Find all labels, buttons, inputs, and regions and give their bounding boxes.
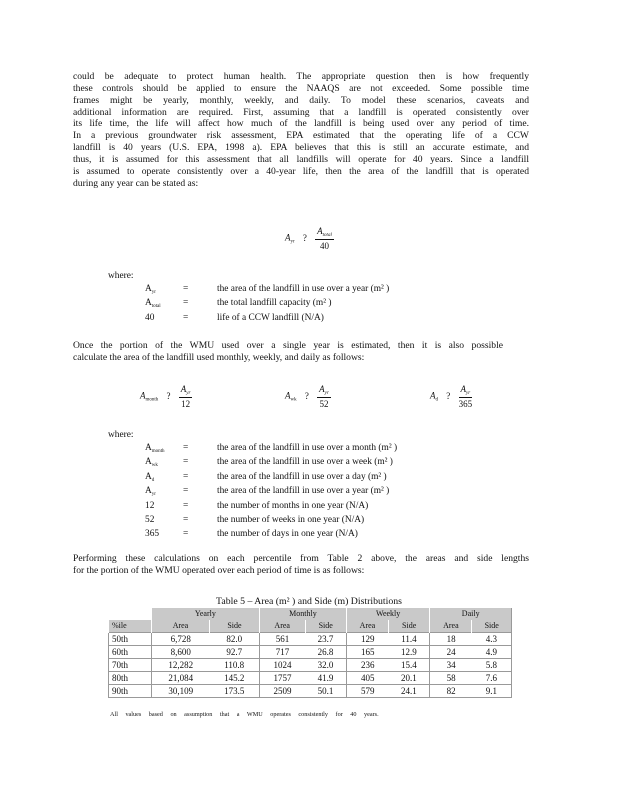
definitions-periods [145, 443, 397, 544]
text-line: Performing these calculations on each percentile from Table 2 above, the areas and side lengths [73, 553, 529, 564]
table-caption: Table 5 – Area (m² ) and Side (m) Distributions [216, 596, 402, 607]
definition-row: $A_d$ = the area of the landfill in use over a day (m² ) [145, 471, 387, 483]
text-line: thus, it is assumed for this assessment that all landfills will operate for 40 years. Since a landfill [73, 153, 529, 165]
fraction: $\frac{A_{yr}}{12}$ [180, 384, 191, 409]
group-yearly: Yearly [151, 608, 259, 620]
group-weekly: Weekly [346, 608, 429, 620]
column-header: Side [472, 620, 512, 633]
where-label: where: [108, 430, 134, 440]
equation-monthly-area: $A_{month}$ ? $\frac{A_{yr}}{12}$ [140, 384, 191, 409]
column-header: Side [305, 620, 346, 633]
column-header: Area [346, 620, 388, 633]
paragraph-results [73, 553, 529, 577]
table-row: 60th 8,600 92.7 717 26.8 165 12.9 24 4.9 [109, 646, 512, 659]
column-header: Side [210, 620, 260, 633]
where-label: where: [108, 271, 134, 281]
column-header: Side [388, 620, 429, 633]
text-line: during any year can be stated as: [73, 177, 199, 189]
text-line: its life time, the life will affect how much of the landfill is being used over any period of time. [73, 118, 529, 130]
table-row: 90th 30,109 173.5 2509 50.1 579 24.1 82 9.1 [109, 685, 512, 698]
table-row: 50th 6,728 82.0 561 23.7 129 11.4 18 4.3 [109, 633, 512, 646]
equation-yearly-area: $A_{yr}$ ? $\frac{A_{total}}{40}$ [285, 226, 332, 251]
paragraph-portion [73, 340, 503, 364]
equation-daily-area: $A_d$ ? $\frac{A_{yr}}{365}$ [430, 384, 473, 409]
percentile-header: %ile [109, 620, 152, 633]
paragraph-intro [73, 71, 529, 189]
definitions-yearly [145, 284, 389, 327]
text-line: these controls should be applied to ensure the NAAQS are not exceeded. Some possible time [73, 82, 529, 94]
definition-row: $A_{yr}$ = the area of the landfill in use over a year (m² ) [145, 486, 390, 498]
definition-row: 12 = the number of months in one year (N/A) [145, 500, 369, 511]
definition-row: $A_{month}$ = the area of the landfill in use over a month (m² ) [145, 443, 398, 454]
text-line: could be adequate to protect human health. The appropriate question then is how frequently [73, 71, 529, 82]
fraction: $\frac{A_{yr}}{365}$ [458, 384, 473, 409]
fraction: $\frac{A_{total}}{40}$ [317, 226, 332, 251]
definition-row: 365 = the number of days in one year (N/A) [145, 529, 358, 540]
column-header: Area [259, 620, 305, 633]
text-line: landfill is 40 years (U.S. EPA, 1998 a). EPA believes that this is still an accurate estimate, and [73, 142, 529, 154]
table-row: 80th 21,084 145.2 1757 41.9 405 20.1 58 7.6 [109, 672, 512, 685]
definition-row: $A_{yr}$ = the area of the landfill in use over a year (m² ) [145, 284, 390, 295]
definition-row: 40 = life of a CCW landfill (N/A) [145, 312, 324, 323]
column-header: Area [151, 620, 209, 633]
text-line: frames might be yearly, monthly, weekly, and daily. To model these scenarios, caveats and [73, 94, 529, 106]
column-header: Area [430, 620, 472, 633]
table-row: 70th 12,282 110.8 1024 32.0 236 15.4 34 5.8 [109, 659, 512, 672]
text-line: In a previous groundwater risk assessment, EPA estimated that the operating life of a CCW [73, 130, 529, 142]
table-note: All values based on assumption that a WMU operates consistently for 40 years. [110, 711, 379, 718]
distribution-table [108, 608, 512, 698]
equation-weekly-area: $A_{wk}$ ? $\frac{A_{yr}}{52}$ [285, 384, 329, 409]
text-line: calculate the area of the landfill used monthly, weekly, and daily as follows: [73, 351, 365, 363]
definition-row: $A_{total}$ = the total landfill capacity (m² ) [145, 298, 332, 310]
definition-row: 52 = the number of weeks in one year (N/A) [145, 515, 365, 526]
table-sub-header [109, 620, 512, 633]
text-line: is assumed to operate consistently over a 40-year life, then the area of the landfill that is operated [73, 165, 529, 177]
group-daily: Daily [430, 608, 512, 620]
table-group-header [109, 608, 512, 620]
fraction: $\frac{A_{yr}}{52}$ [319, 384, 329, 409]
definition-row: $A_{wk}$ = the area of the landfill in use over a week (m² ) [145, 457, 393, 469]
text-line: additional information are required. First, assuming that a landfill is operated consistently over [73, 106, 529, 118]
group-monthly: Monthly [259, 608, 346, 620]
text-line: for the portion of the WMU operated over each period of time is as follows: [73, 564, 365, 576]
text-line: Once the portion of the WMU used over a single year is estimated, then it is also possible [73, 340, 503, 351]
